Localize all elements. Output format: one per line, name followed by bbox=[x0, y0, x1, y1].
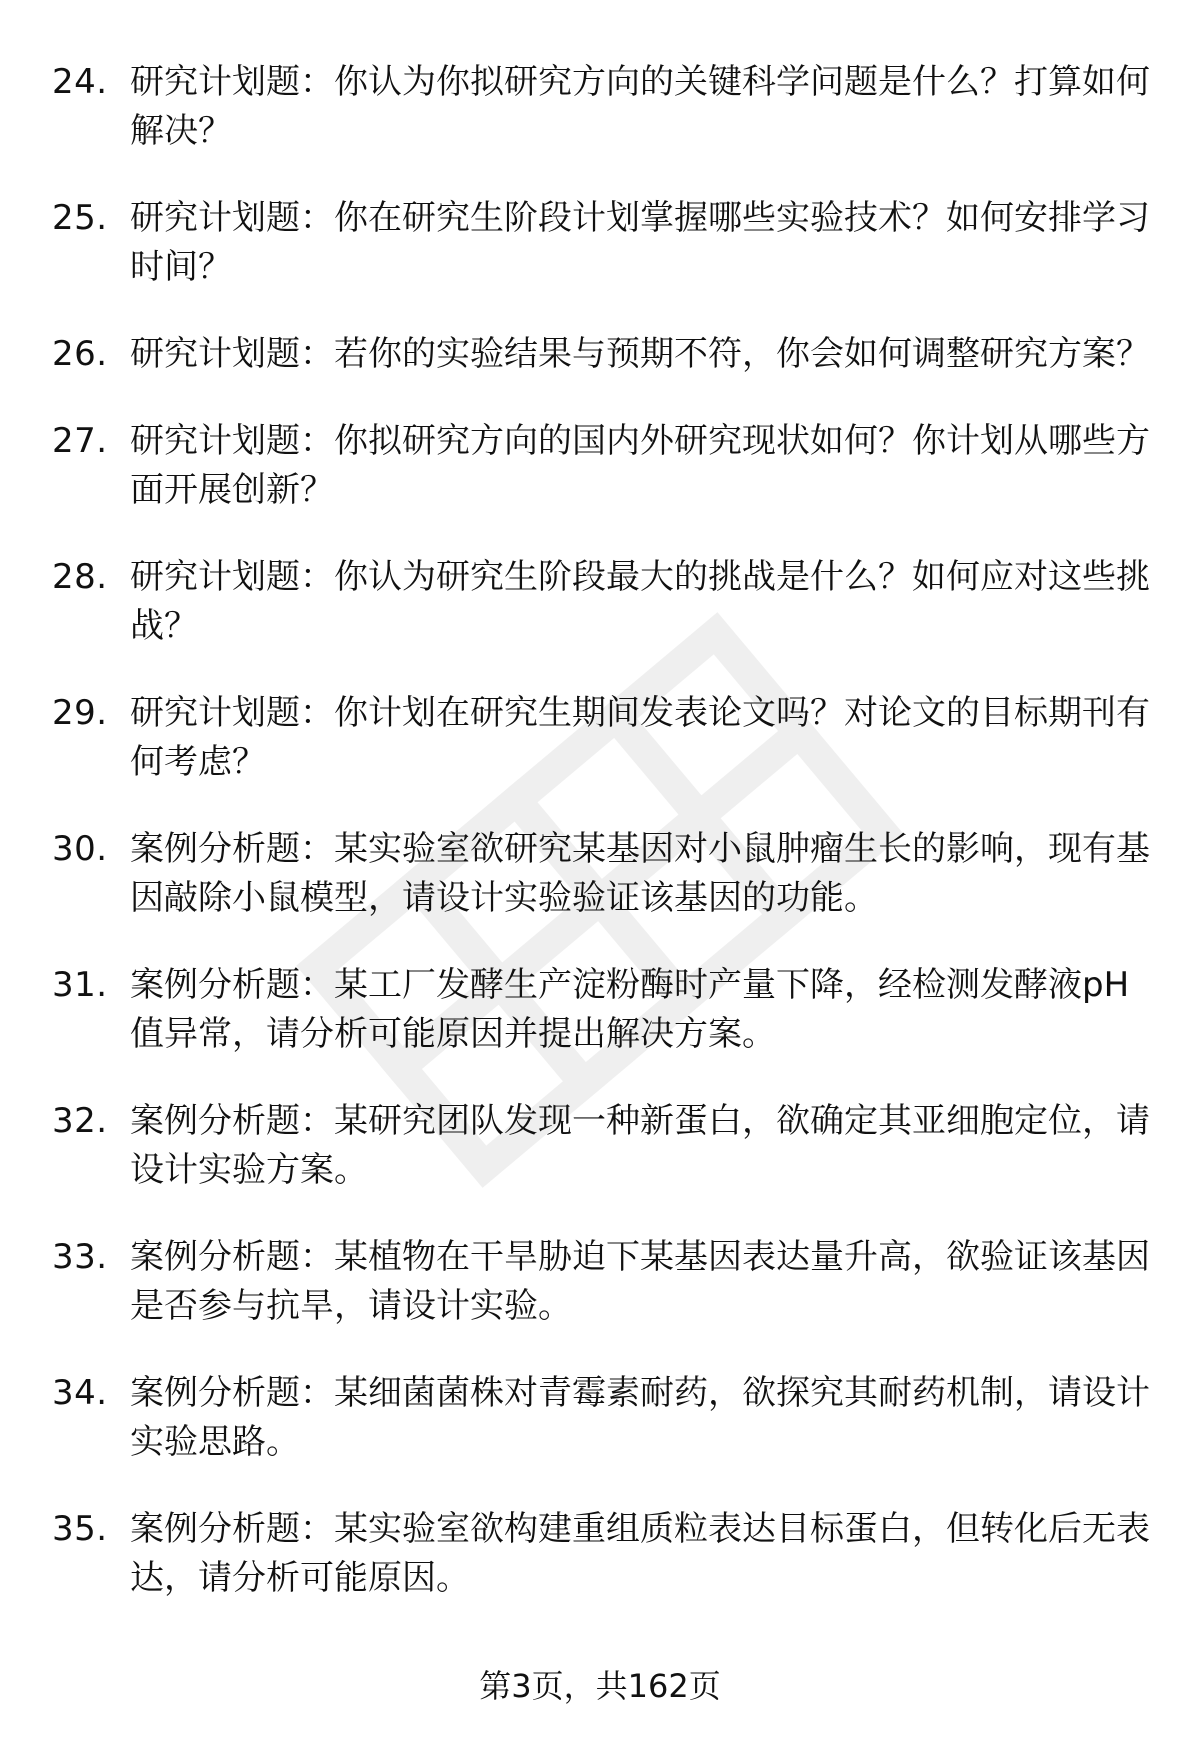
question-item bbox=[52, 58, 1152, 156]
question-number: 24. bbox=[52, 62, 108, 102]
question-item bbox=[52, 330, 1152, 379]
question-text: 研究计划题：你认为你拟研究方向的关键科学问题是什么？打算如何解决？ bbox=[130, 62, 1150, 151]
question-item bbox=[52, 825, 1152, 923]
question-list bbox=[52, 58, 1152, 1641]
question-text: 案例分析题：某工厂发酵生产淀粉酶时产量下降，经检测发酵液pH值异常，请分析可能原因并提出解决方案。 bbox=[130, 965, 1130, 1054]
question-number: 31. bbox=[52, 965, 108, 1005]
question-item bbox=[52, 194, 1152, 292]
question-number: 32. bbox=[52, 1101, 108, 1141]
question-item bbox=[52, 417, 1152, 515]
question-item bbox=[52, 1233, 1152, 1331]
question-text: 案例分析题：某实验室欲构建重组质粒表达目标蛋白，但转化后无表达，请分析可能原因。 bbox=[130, 1509, 1150, 1598]
question-text: 案例分析题：某植物在干旱胁迫下某基因表达量升高，欲验证该基因是否参与抗旱，请设计实验。 bbox=[130, 1237, 1150, 1326]
question-item bbox=[52, 553, 1152, 651]
question-text: 研究计划题：你拟研究方向的国内外研究现状如何？你计划从哪些方面开展创新？ bbox=[130, 421, 1150, 510]
question-item bbox=[52, 689, 1152, 787]
question-text: 案例分析题：某实验室欲研究某基因对小鼠肿瘤生长的影响，现有基因敲除小鼠模型，请设计实验验证该基因的功能。 bbox=[130, 829, 1150, 918]
question-text: 案例分析题：某细菌菌株对青霉素耐药，欲探究其耐药机制，请设计实验思路。 bbox=[130, 1373, 1150, 1462]
question-number: 30. bbox=[52, 829, 108, 869]
question-number: 28. bbox=[52, 557, 108, 597]
question-item bbox=[52, 1369, 1152, 1467]
question-number: 29. bbox=[52, 693, 108, 733]
question-number: 34. bbox=[52, 1373, 108, 1413]
question-text: 研究计划题：你计划在研究生期间发表论文吗？对论文的目标期刊有何考虑？ bbox=[130, 693, 1150, 782]
question-item bbox=[52, 1097, 1152, 1195]
question-text: 研究计划题：你在研究生阶段计划掌握哪些实验技术？如何安排学习时间？ bbox=[130, 198, 1150, 287]
question-item bbox=[52, 961, 1152, 1059]
question-text: 研究计划题：你认为研究生阶段最大的挑战是什么？如何应对这些挑战？ bbox=[130, 557, 1150, 646]
question-text: 案例分析题：某研究团队发现一种新蛋白，欲确定其亚细胞定位，请设计实验方案。 bbox=[130, 1101, 1150, 1190]
question-number: 35. bbox=[52, 1509, 108, 1549]
question-number: 27. bbox=[52, 421, 108, 461]
question-number: 25. bbox=[52, 198, 108, 238]
question-item bbox=[52, 1505, 1152, 1603]
page-number-footer: 第3页，共162页 bbox=[479, 1667, 721, 1705]
question-number: 26. bbox=[52, 334, 108, 374]
question-number: 33. bbox=[52, 1237, 108, 1277]
question-text: 研究计划题：若你的实验结果与预期不符，你会如何调整研究方案？ bbox=[130, 334, 1150, 374]
